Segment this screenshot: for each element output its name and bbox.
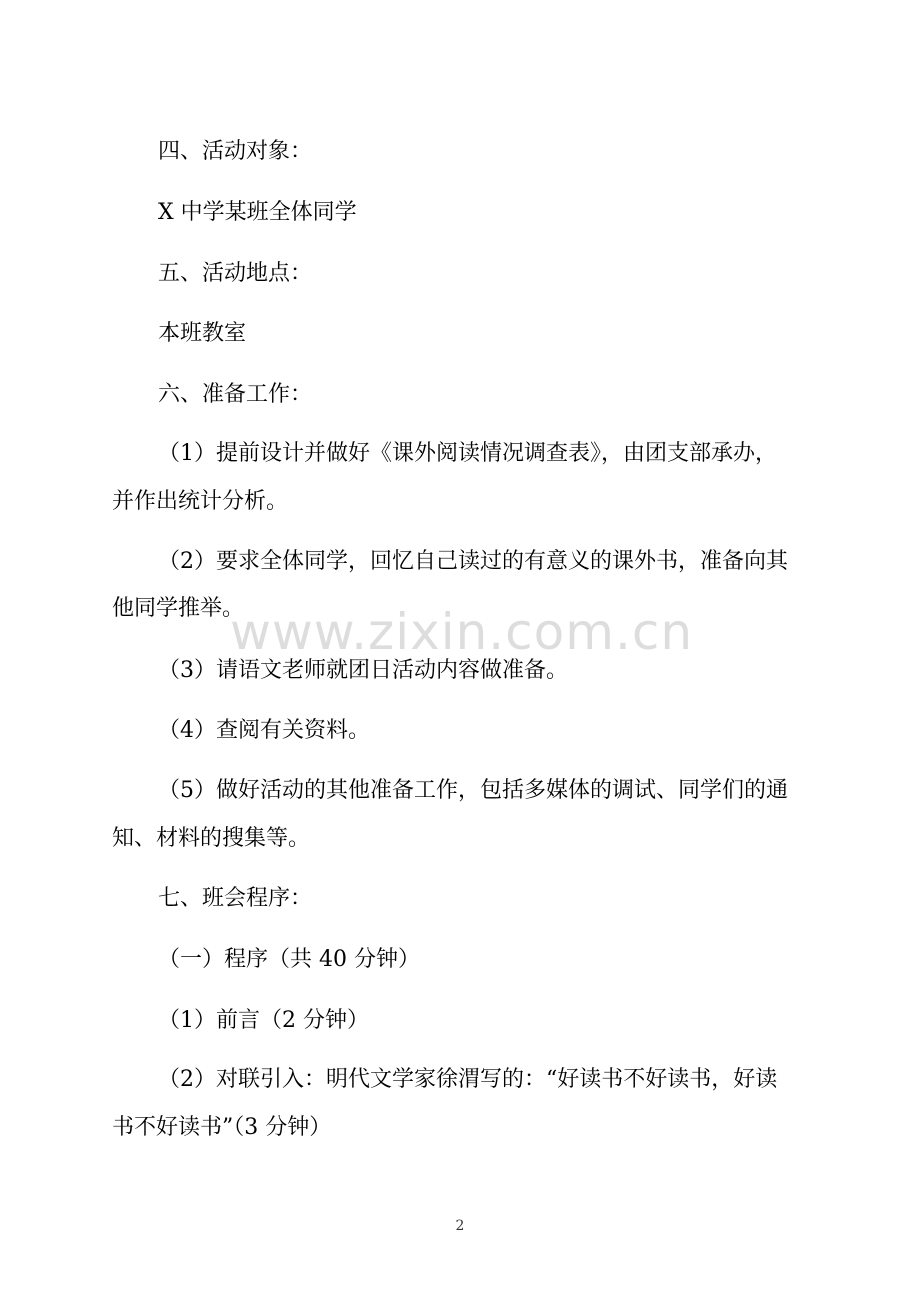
- procedure-item-2-line-2: 书不好读书”（3 分钟）: [112, 1115, 332, 1140]
- prep-item-2-line-2: 他同学推举。: [112, 596, 245, 621]
- prep-item-2-line-1: （2）要求全体同学，回忆自己读过的有意义的课外书，准备向其: [158, 549, 788, 574]
- prep-item-4: （4）查阅有关资料。: [158, 718, 370, 743]
- prep-item-5-line-1: （5）做好活动的其他准备工作，包括多媒体的调试、同学们的通: [158, 778, 788, 803]
- watermark: www.zixin.com.cn: [230, 603, 694, 661]
- prep-item-5-line-2: 知、材料的搜集等。: [112, 826, 311, 851]
- page-number: 2: [455, 1218, 465, 1234]
- heading-activity-target: 四、活动对象：: [158, 139, 313, 164]
- prep-item-3: （3）请语文老师就团日活动内容做准备。: [158, 658, 568, 683]
- heading-class-procedure: 七、班会程序：: [158, 886, 313, 911]
- procedure-item-1: （1）前言（2 分钟）: [158, 1008, 369, 1033]
- procedure-subheading: （一）程序（共 40 分钟）: [158, 947, 420, 972]
- text-activity-location: 本班教室: [158, 321, 247, 346]
- procedure-item-2-line-1: （2）对联引入：明代文学家徐渭写的：“好读书不好读书，好读: [158, 1067, 778, 1092]
- heading-activity-location: 五、活动地点：: [158, 261, 313, 286]
- prep-item-1-line-2: 并作出统计分析。: [112, 489, 289, 514]
- text-activity-target: X 中学某班全体同学: [158, 200, 357, 225]
- prep-item-1-line-1: （1）提前设计并做好《课外阅读情况调查表》，由团支部承办，: [158, 441, 777, 466]
- heading-preparation: 六、准备工作：: [158, 382, 313, 407]
